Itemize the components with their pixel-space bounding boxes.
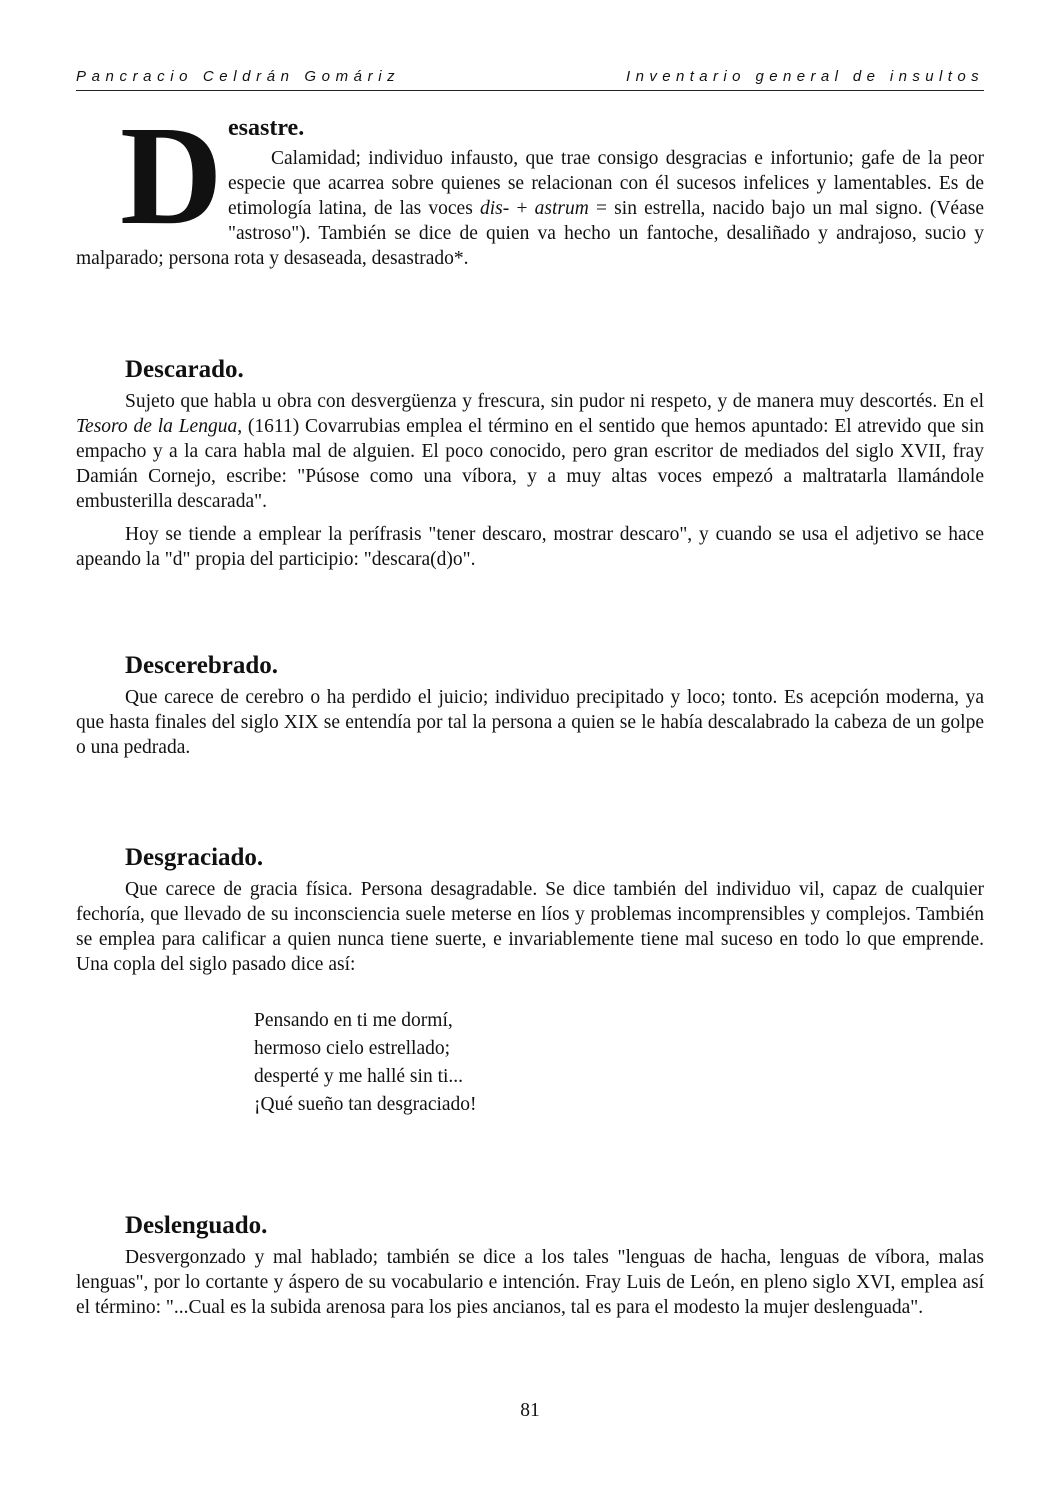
- entry-paragraph: Hoy se tiende a emplear la perífrasis "tener descaro, mostrar descaro", y cuando se usa el adjetivo se hace apeando la "d" propia del participio: "descara(d)o".: [76, 524, 984, 570]
- drop-cap: D: [120, 96, 223, 254]
- entry-title: Descarado.: [125, 356, 244, 383]
- entry-title: Deslenguado.: [125, 1212, 268, 1239]
- entry-paragraph: Desvergonzado y mal hablado; también se dice a los tales "lenguas de hacha, lenguas de víbora, malas lenguas", por lo cortante y áspero de su vocabulario e intención. Fray Luis de León, en pleno siglo XVI, emplea así el término: "...Cual es la subida arenosa para los pies ancianos, tal es para el modesto la mujer deslenguada".: [76, 1247, 984, 1318]
- poem-line: hermoso cielo estrellado;: [254, 1038, 451, 1059]
- entry-desastre: [76, 96, 984, 271]
- header-book-title: Inventario general de insultos: [626, 68, 984, 85]
- poem-line: Pensando en ti me dormí,: [254, 1010, 453, 1031]
- poem-verse: [254, 1007, 984, 1119]
- entry-paragraph: Que carece de gracia física. Persona desagradable. Se dice también del individuo vil, capaz de cualquier fechoría, que llevado de su inconsciencia suele meterse en líos y problemas incomprensibles y complejos. También se emplea para calificar a quien nunca tiene suerte, e invariablemente tiene mal suceso en todo lo que emprende. Una copla del siglo pasado dice así:: [76, 879, 984, 975]
- running-header: [76, 68, 984, 91]
- entry-title: Descerebrado.: [125, 652, 278, 679]
- entry-descarado: [76, 355, 984, 580]
- entry-title: esastre.: [228, 115, 305, 141]
- entry-paragraph: Que carece de cerebro o ha perdido el juicio; individuo precipitado y loco; tonto. Es acepción moderna, ya que hasta finales del siglo XIX se entendía por tal la persona a quien se le había descalabrado la cabeza de un golpe o una pedrada.: [76, 687, 984, 758]
- entry-desgraciado: [76, 843, 984, 1119]
- entry-deslenguado: [76, 1211, 984, 1328]
- entry-paragraph: Calamidad; individuo infausto, que trae consigo desgracias e infortunio; gafe de la peor especie que acarrea sobre quienes se relacionan con él sucesos infelices y lamentables. Es de etimología latina, de las voces dis- + astrum = sin estrella, nacido bajo un mal signo. (Véase "astroso"). También se dice de quien va hecho un fantoche, desaliñado y andrajoso, sucio y malparado; persona rota y desaseada, desastrado*.: [76, 148, 984, 269]
- entry-title: Desgraciado.: [125, 844, 264, 871]
- poem-line: ¡Qué sueño tan desgraciado!: [254, 1094, 477, 1115]
- entry-paragraph: Sujeto que habla u obra con desvergüenza y frescura, sin pudor ni respeto, y de manera muy descortés. En el Tesoro de la Lengua, (1611) Covarrubias emplea el término en el sentido que hemos apuntado: El atrevido que sin empacho y a la cara habla mal de alguien. El poco conocido, pero gran escritor de mediados del siglo XVII, fray Damián Cornejo, escribe: "Púsose como una víbora, y a muy altas voces empezó a maltratarla llamándole embusterilla descarada".: [76, 391, 984, 512]
- header-author: Pancracio Celdrán Gomáriz: [76, 68, 401, 85]
- page-number: 81: [520, 1400, 540, 1421]
- entry-descerebrado: [76, 651, 984, 768]
- poem-line: desperté y me hallé sin ti...: [254, 1066, 464, 1087]
